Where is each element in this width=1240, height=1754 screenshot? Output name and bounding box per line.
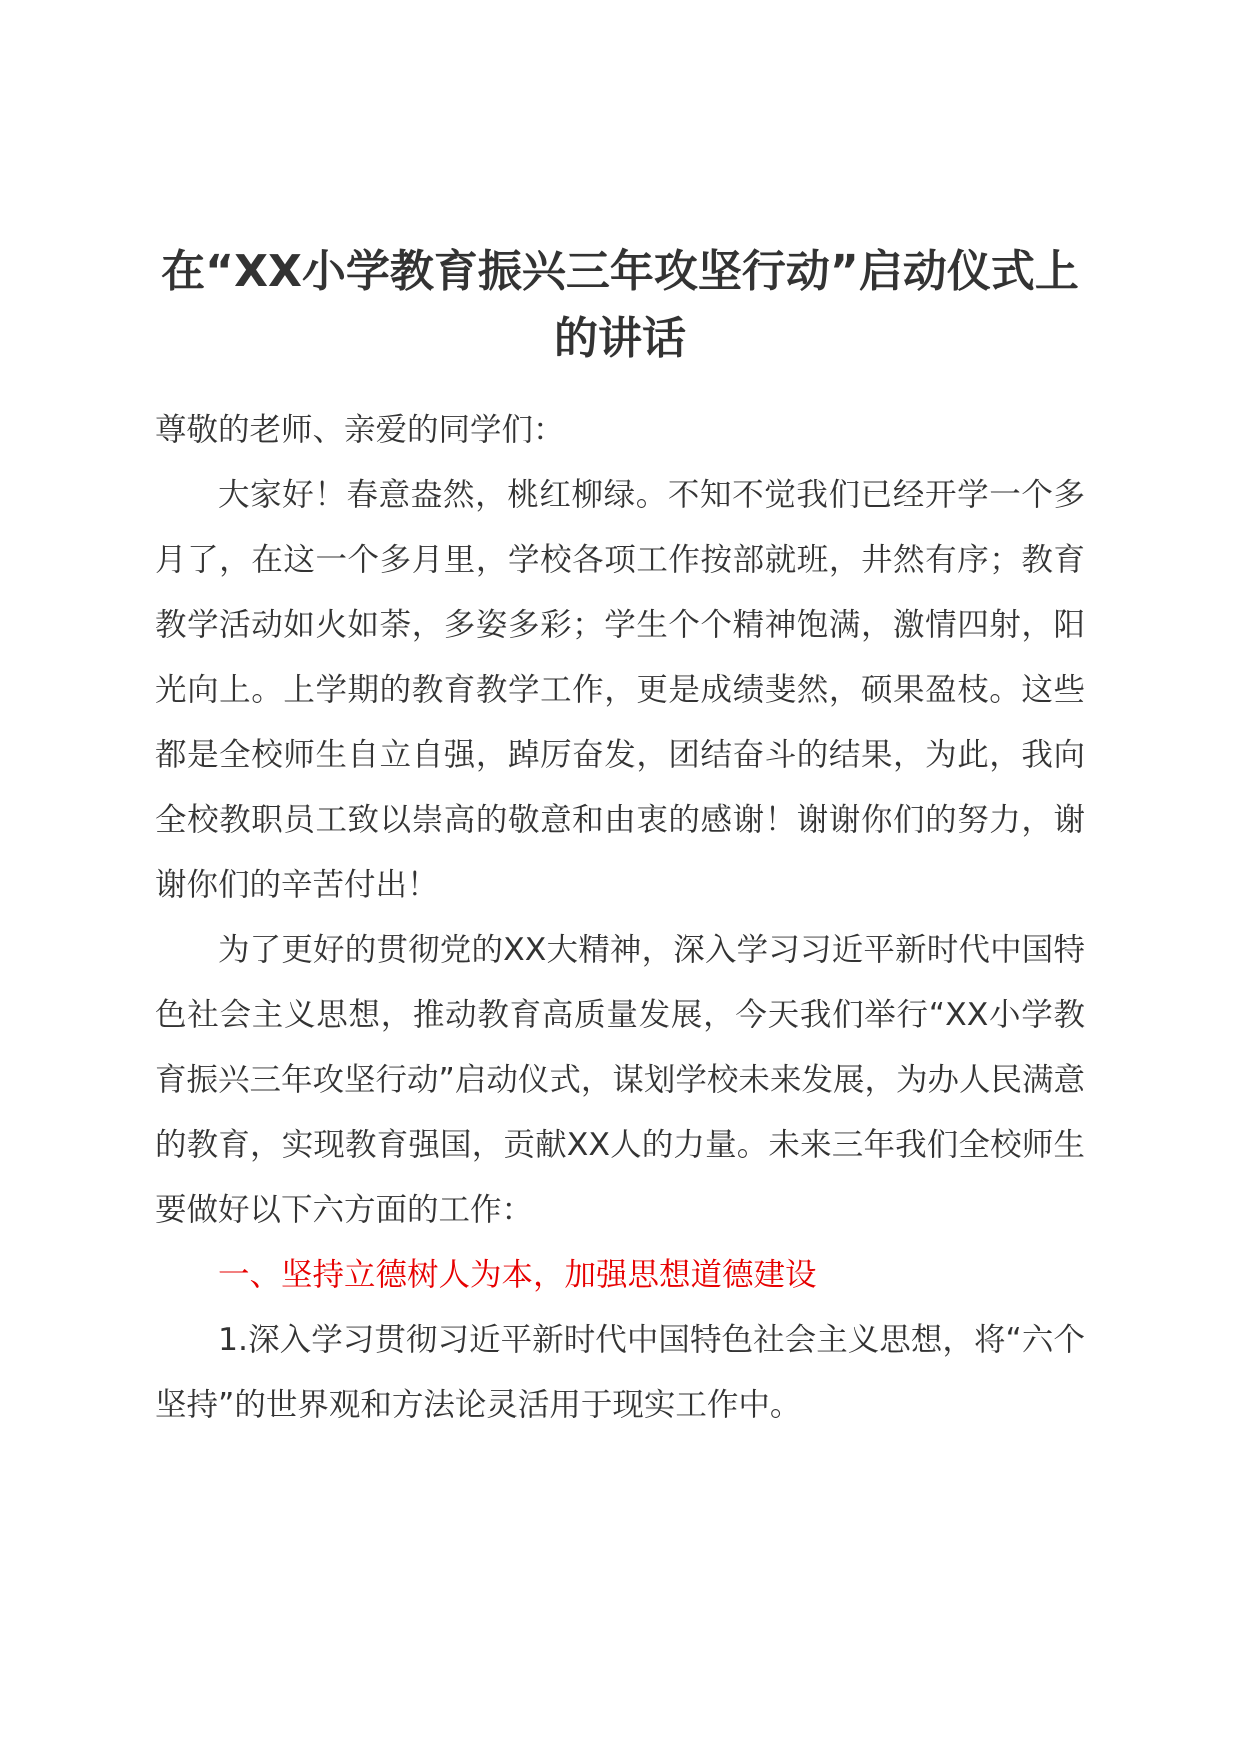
list-item-1: 1.深入学习贯彻习近平新时代中国特色社会主义思想，将“六个坚持”的世界观和方法论灵活用于现实工作中。 xyxy=(155,1322,1085,1423)
document-body xyxy=(155,398,1085,1438)
salutation: 尊敬的老师、亲爱的同学们： xyxy=(155,412,565,448)
document-title: 在“XX小学教育振兴三年攻坚行动”启动仪式上的讲话 xyxy=(161,246,1079,364)
paragraph-greeting: 大家好！春意盎然，桃红柳绿。不知不觉我们已经开学一个多月了，在这一个多月里，学校各项工作按部就班，井然有序；教育教学活动如火如荼，多姿多彩；学生个个精神饱满，激情四射，阳光向上。上学期的教育教学工作，更是成绩斐然，硕果盈枝。这些都是全校师生自立自强，踔厉奋发，团结奋斗的结果，为此，我向全校教职员工致以崇高的敬意和由衷的感谢！谢谢你们的努力，谢谢你们的辛苦付出！ xyxy=(155,477,1085,903)
paragraph-purpose: 为了更好的贯彻党的XX大精神，深入学习习近平新时代中国特色社会主义思想，推动教育高质量发展，今天我们举行“XX小学教育振兴三年攻坚行动”启动仪式，谋划学校未来发展，为办人民满意的教育，实现教育强国，贡献XX人的力量。未来三年我们全校师生要做好以下六方面的工作： xyxy=(155,932,1085,1228)
section-heading-1: 一、坚持立德树人为本，加强思想道德建设 xyxy=(218,1257,817,1293)
